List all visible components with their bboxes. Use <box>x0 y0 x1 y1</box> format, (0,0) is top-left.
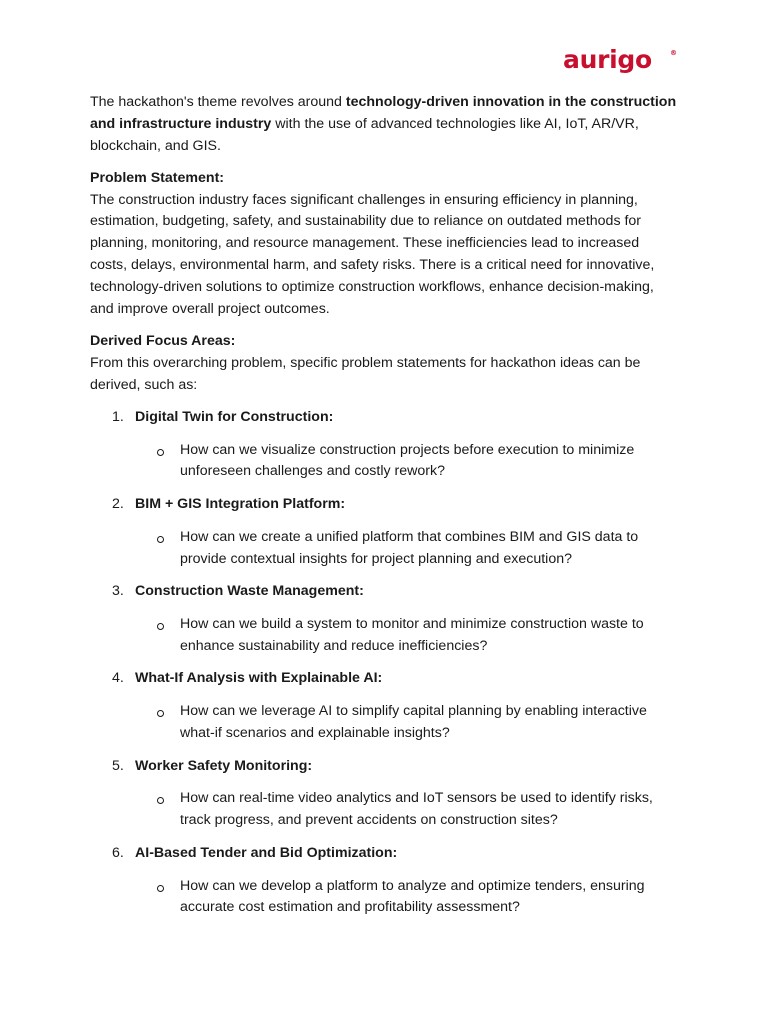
focus-item-title: AI-Based Tender and Bid Optimization: <box>135 844 398 861</box>
focus-item-questions <box>135 788 680 832</box>
list-number: 4. <box>112 670 124 687</box>
intro-text-end: with the use of advanced technologies like AI, IoT, AR/VR, blockchain, and GIS. <box>90 115 639 154</box>
focus-areas-section <box>90 331 680 396</box>
focus-item-title: BIM + GIS Integration Platform: <box>135 496 346 513</box>
focus-item-question <box>135 614 680 658</box>
focus-item <box>90 756 680 832</box>
focus-item <box>90 494 680 570</box>
problem-statement-heading: Problem Statement: <box>90 169 225 186</box>
hollow-circle-bullet-icon <box>157 710 164 717</box>
focus-item-title: Worker Safety Monitoring: <box>135 757 313 774</box>
list-number: 6. <box>112 844 124 861</box>
question-text: How can we create a unified platform that combines BIM and GIS data to provide contextual insights for project planning and execution? <box>180 528 639 567</box>
focus-item-questions <box>135 527 680 571</box>
aurigo-logo <box>563 44 679 80</box>
problem-statement-text: The construction industry faces significant challenges in ensuring efficiency in planning, estimation, budgeting, safety, and sustainability due to reliance on outdated methods for planning, monitoring, and resource management. These inefficiencies lead to increased costs, delays, environmental harm, and safety risks. There is a critical need for innovative, technology-driven solutions to optimize construction workflows, enhance decision-making, and improve overall project outcomes. <box>90 191 655 317</box>
focus-areas-list <box>90 407 680 919</box>
hollow-circle-bullet-icon <box>157 797 164 804</box>
focus-item-title: Digital Twin for Construction: <box>135 408 334 425</box>
focus-item <box>90 668 680 744</box>
focus-item-questions <box>135 876 680 920</box>
question-text: How can we leverage AI to simplify capital planning by enabling interactive what-if scenarios and explainable insights? <box>180 703 647 742</box>
hollow-circle-bullet-icon <box>157 885 164 892</box>
question-text: How can we visualize construction projects before execution to minimize unforeseen challenges and costly rework? <box>180 441 635 480</box>
hollow-circle-bullet-icon <box>157 623 164 630</box>
problem-statement-section <box>90 168 680 321</box>
intro-paragraph <box>90 92 680 157</box>
list-number: 1. <box>112 408 124 425</box>
question-text: How can we develop a platform to analyze and optimize tenders, ensuring accurate cost estimation and profitability assessment? <box>180 877 645 916</box>
focus-item-title: Construction Waste Management: <box>135 583 364 600</box>
focus-item <box>90 843 680 919</box>
focus-item-questions <box>135 701 680 745</box>
focus-item-question <box>135 527 680 571</box>
list-number: 3. <box>112 583 124 600</box>
document-body <box>90 92 680 930</box>
question-text: How can we build a system to monitor and minimize construction waste to enhance sustainability and reduce inefficiencies? <box>180 616 644 654</box>
focus-item-question <box>135 788 680 832</box>
focus-item-questions <box>135 614 680 658</box>
focus-item-question <box>135 440 680 484</box>
hollow-circle-bullet-icon <box>157 536 164 543</box>
logo-text: aurigo <box>563 45 652 74</box>
hollow-circle-bullet-icon <box>157 449 164 456</box>
list-number: 5. <box>112 757 124 774</box>
registered-mark: ® <box>670 49 677 57</box>
focus-item-title: What-If Analysis with Explainable AI: <box>135 670 383 687</box>
focus-areas-intro: From this overarching problem, specific problem statements for hackathon ideas can be derived, such as: <box>90 354 641 393</box>
focus-item-question <box>135 876 680 920</box>
focus-item <box>90 407 680 483</box>
focus-item-question <box>135 701 680 745</box>
intro-theme-emphasis: technology-driven innovation in the construction and infrastructure industry <box>90 94 677 132</box>
focus-item <box>90 581 680 657</box>
intro-text-start: The hackathon's theme revolves around <box>90 94 346 110</box>
list-number: 2. <box>112 496 124 513</box>
focus-areas-heading: Derived Focus Areas: <box>90 332 236 349</box>
focus-item-questions <box>135 440 680 484</box>
question-text: How can real-time video analytics and IoT sensors be used to identify risks, track progress, and prevent accidents on construction sites? <box>180 790 653 829</box>
